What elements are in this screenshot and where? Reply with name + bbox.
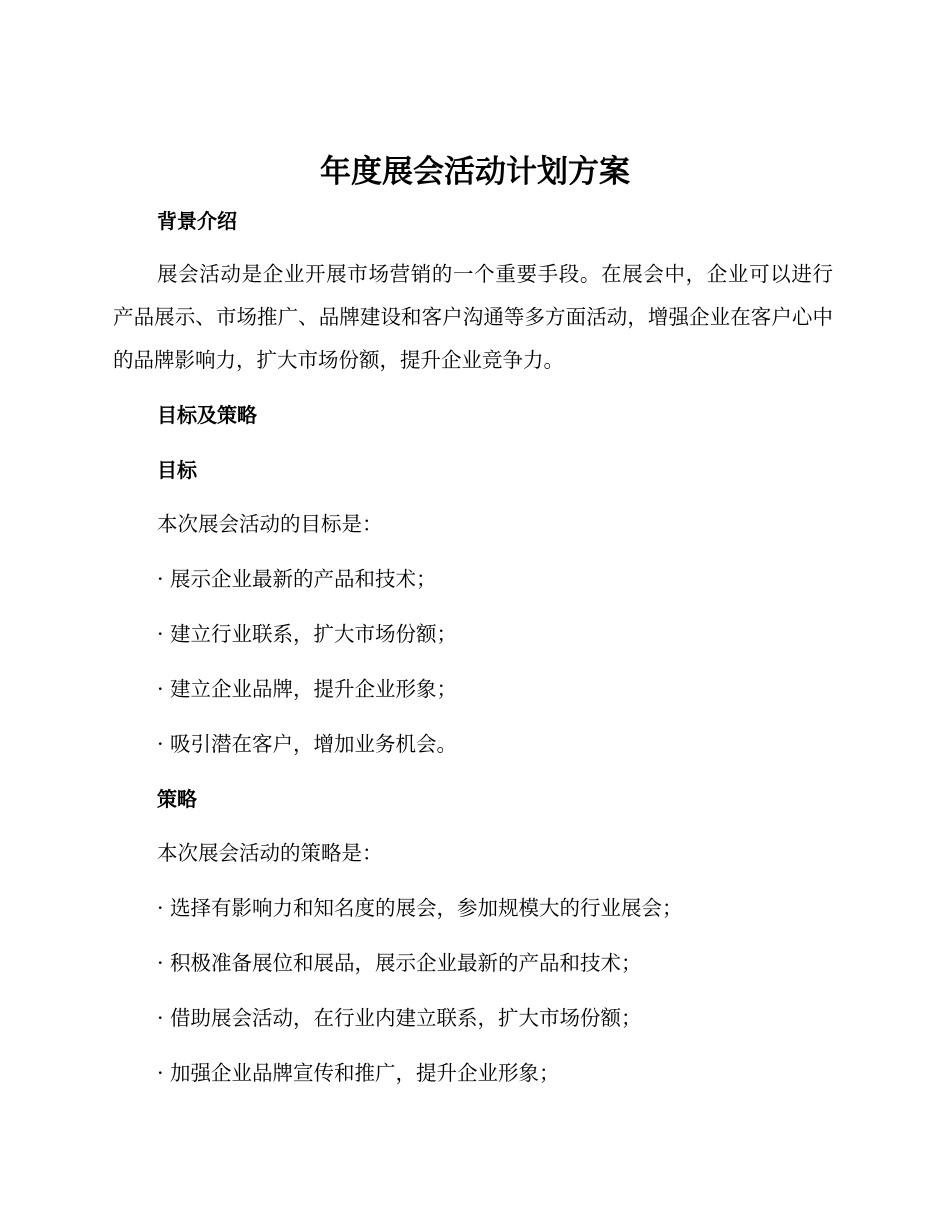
subheading-strategy: 策略: [157, 787, 197, 811]
goal-item: · 吸引潜在客户，增加业务机会。: [157, 732, 458, 756]
document-title: 年度展会活动计划方案: [320, 154, 630, 190]
goal-item: · 建立行业联系，扩大市场份额；: [157, 622, 458, 646]
strategy-intro: 本次展会活动的策略是：: [157, 841, 383, 865]
goal-item: · 建立企业品牌，提升企业形象；: [157, 677, 458, 701]
subheading-goals: 目标: [157, 458, 197, 482]
goals-intro: 本次展会活动的目标是：: [157, 512, 383, 536]
section-heading-goals-strategy: 目标及策略: [157, 403, 257, 427]
section-heading-background: 背景介绍: [157, 209, 237, 233]
strategy-item: · 积极准备展位和展品，展示企业最新的产品和技术；: [157, 951, 642, 975]
strategy-item: · 选择有影响力和知名度的展会，参加规模大的行业展会；: [157, 896, 683, 920]
strategy-item: · 加强企业品牌宣传和推广，提升企业形象；: [157, 1061, 560, 1085]
background-paragraph: 展会活动是企业开展市场营销的一个重要手段。在展会中，企业可以进行产品展示、市场推广、品牌建设和客户沟通等多方面活动，增强企业在客户心中的品牌影响力，扩大市场份额，提升企业竞争力。: [113, 262, 833, 372]
goal-item: · 展示企业最新的产品和技术；: [157, 567, 437, 591]
strategy-item: · 借助展会活动，在行业内建立联系，扩大市场份额；: [157, 1006, 642, 1030]
